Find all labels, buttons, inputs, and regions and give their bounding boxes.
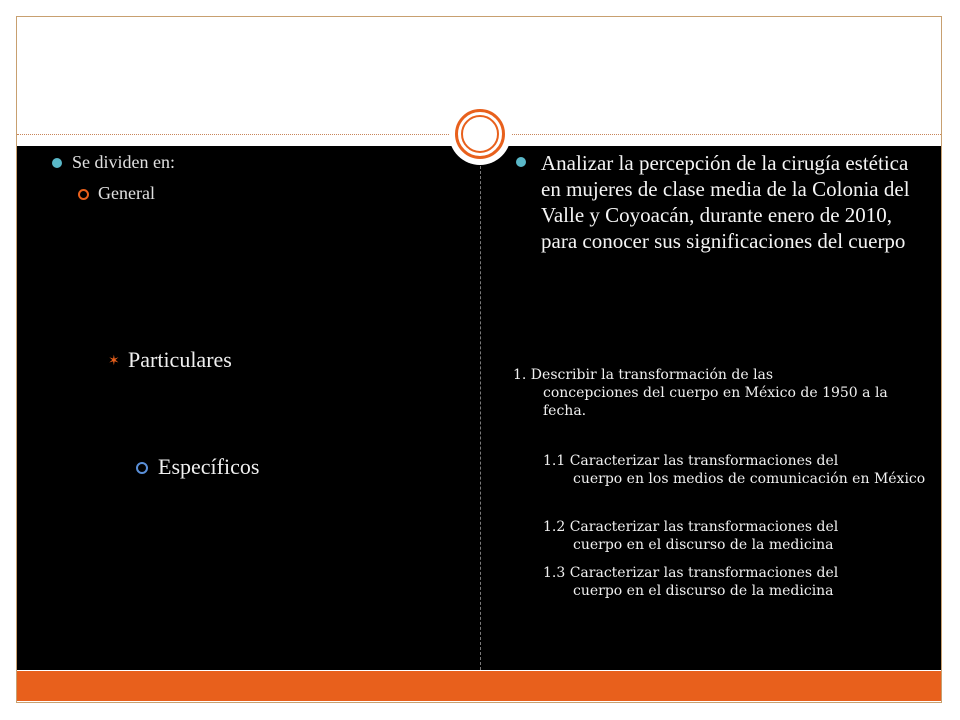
objective-1-2	[543, 518, 933, 554]
objective-1	[513, 366, 923, 420]
objective-1-2-rest: cuerpo en el discurso de la medicina	[573, 537, 834, 553]
objective-1-1	[543, 452, 933, 488]
objective-1-2-line1: 1.2 Caracterizar las transformaciones del	[543, 519, 839, 535]
objective-1-rest: concepciones del cuerpo en México de 1950 a la fecha.	[543, 385, 888, 419]
objective-1-line1: 1. Describir la transformación de las	[513, 367, 774, 383]
bullet-ring-icon	[78, 189, 89, 200]
general-objective: Analizar la percepción de la cirugía estética en mujeres de clase media de la Colonia del Valle y Coyoacán, durante enero de 2010, para conocer sus significaciones del cuerpo	[541, 151, 910, 253]
objective-1-3-line1: 1.3 Caracterizar las transformaciones del	[543, 565, 839, 581]
left-item-especificos: Específicos	[158, 454, 260, 479]
left-item-general: General	[98, 183, 155, 203]
objective-1-1-rest: cuerpo en los medios de comunicación en México	[573, 471, 926, 487]
bullet-ring-blue-icon	[136, 462, 148, 474]
bullet-dot-icon	[516, 157, 526, 167]
objective-1-1-line1: 1.1 Caracterizar las transformaciones del	[543, 453, 839, 469]
left-item-particulares: Particulares	[128, 347, 232, 372]
bullet-star-icon: ✶	[108, 353, 120, 369]
circle-ornament-icon	[455, 109, 505, 159]
column-divider	[480, 146, 481, 670]
footer-bar	[17, 671, 941, 701]
left-item-divide: Se dividen en:	[72, 152, 175, 172]
bullet-dot-icon	[52, 158, 62, 168]
objective-1-3-rest: cuerpo en el discurso de la medicina	[573, 583, 834, 599]
objective-1-3	[543, 564, 933, 600]
